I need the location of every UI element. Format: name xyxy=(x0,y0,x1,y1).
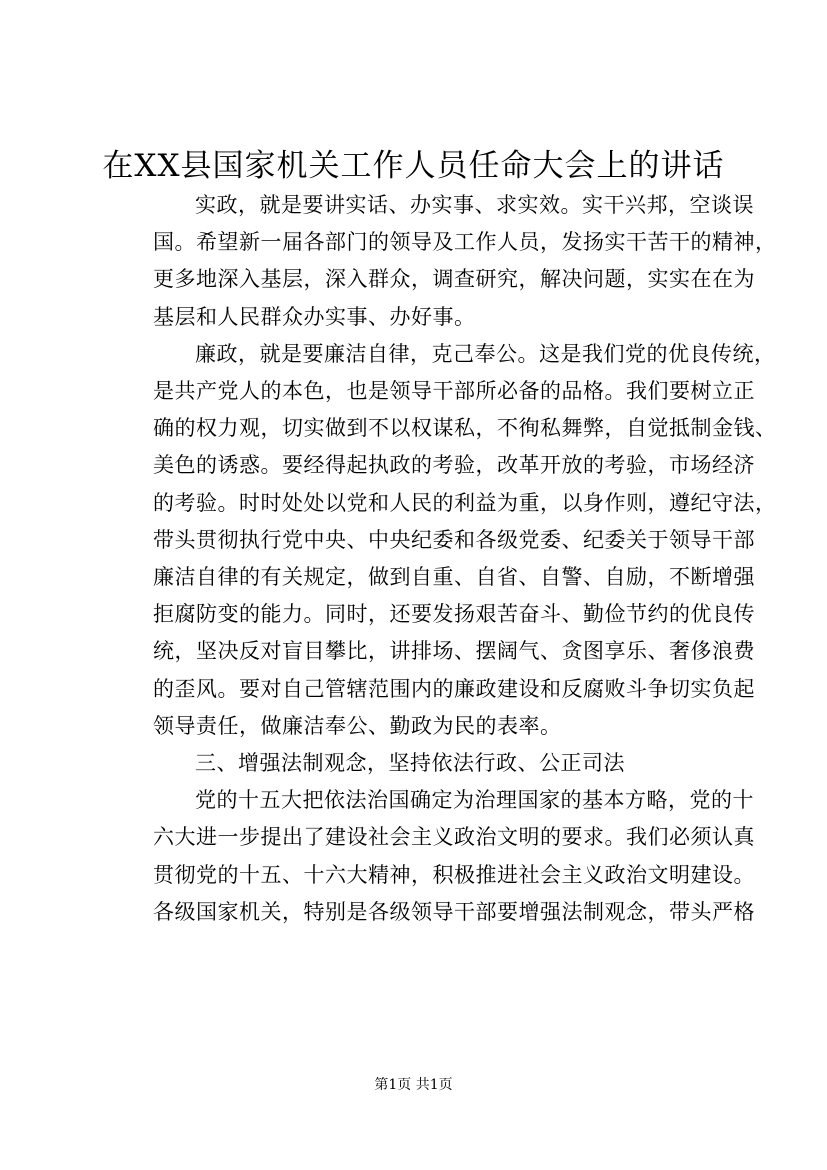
document-title: 在XX县国家机关工作人员任命大会上的讲话 xyxy=(102,148,725,184)
paragraph-line: 贯彻党的十五、十六大精神，积极推进社会主义政治文明建设。 xyxy=(153,862,755,887)
section-heading: 三、增强法制观念，坚持依法行政、公正司法 xyxy=(195,751,625,776)
paragraph-line: 廉洁自律的有关规定，做到自重、自省、自警、自励，不断增强 xyxy=(153,565,755,590)
paragraph-1 xyxy=(111,187,777,336)
paragraph-line: 党的十五大把依法治国确定为治理国家的基本方略，党的十 xyxy=(195,788,754,813)
paragraph-line: 实政，就是要讲实话、办实事、求实效。实干兴邦，空谈误 xyxy=(195,193,754,217)
paragraph-line: 六大进一步提出了建设社会主义政治文明的要求。我们必须认真 xyxy=(153,825,755,850)
paragraph-line: 确的权力观，切实做到不以权谋私，不徇私舞弊，自觉抵制金钱、 xyxy=(153,416,777,441)
page-footer: 第1页 共1页 xyxy=(374,1077,453,1093)
paragraph-4 xyxy=(111,782,755,931)
section-heading-3 xyxy=(111,745,721,782)
paragraph-line: 带头贯彻执行党中央、中央纪委和各级党委、纪委关于领导干部 xyxy=(153,527,755,552)
paragraph-line: 更多地深入基层，深入群众，调查研究，解决问题，实实在在为 xyxy=(153,267,755,292)
paragraph-line: 各级国家机关，特别是各级领导干部要增强法制观念，带头严格 xyxy=(153,899,755,924)
paragraph-line: 的考验。时时处处以党和人民的利益为重，以身作则，遵纪守法， xyxy=(153,490,777,515)
paragraph-line: 美色的诱惑。要经得起执政的考验，改革开放的考验，市场经济 xyxy=(153,453,755,478)
paragraph-line: 是共产党人的本色，也是领导干部所必备的品格。我们要树立正 xyxy=(153,379,755,404)
paragraph-line: 统，坚决反对盲目攀比，讲排场、摆阔气、贪图享乐、奢侈浪费 xyxy=(153,639,755,664)
paragraph-2 xyxy=(111,336,777,745)
paragraph-line: 领导责任，做廉洁奉公、勤政为民的表率。 xyxy=(153,713,562,738)
paragraph-line: 的歪风。要对自己管辖范围内的廉政建设和反腐败斗争切实负起 xyxy=(153,676,755,701)
paragraph-line: 廉政，就是要廉洁自律，克己奉公。这是我们党的优良传统， xyxy=(195,341,776,366)
paragraph-line: 拒腐防变的能力。同时，还要发扬艰苦奋斗、勤俭节约的优良传 xyxy=(153,602,755,627)
paragraph-line: 国。希望新一届各部门的领导及工作人员，发扬实干苦干的精神， xyxy=(153,230,777,255)
paragraph-line: 基层和人民群众办实事、办好事。 xyxy=(153,304,476,329)
document-body xyxy=(111,187,777,931)
